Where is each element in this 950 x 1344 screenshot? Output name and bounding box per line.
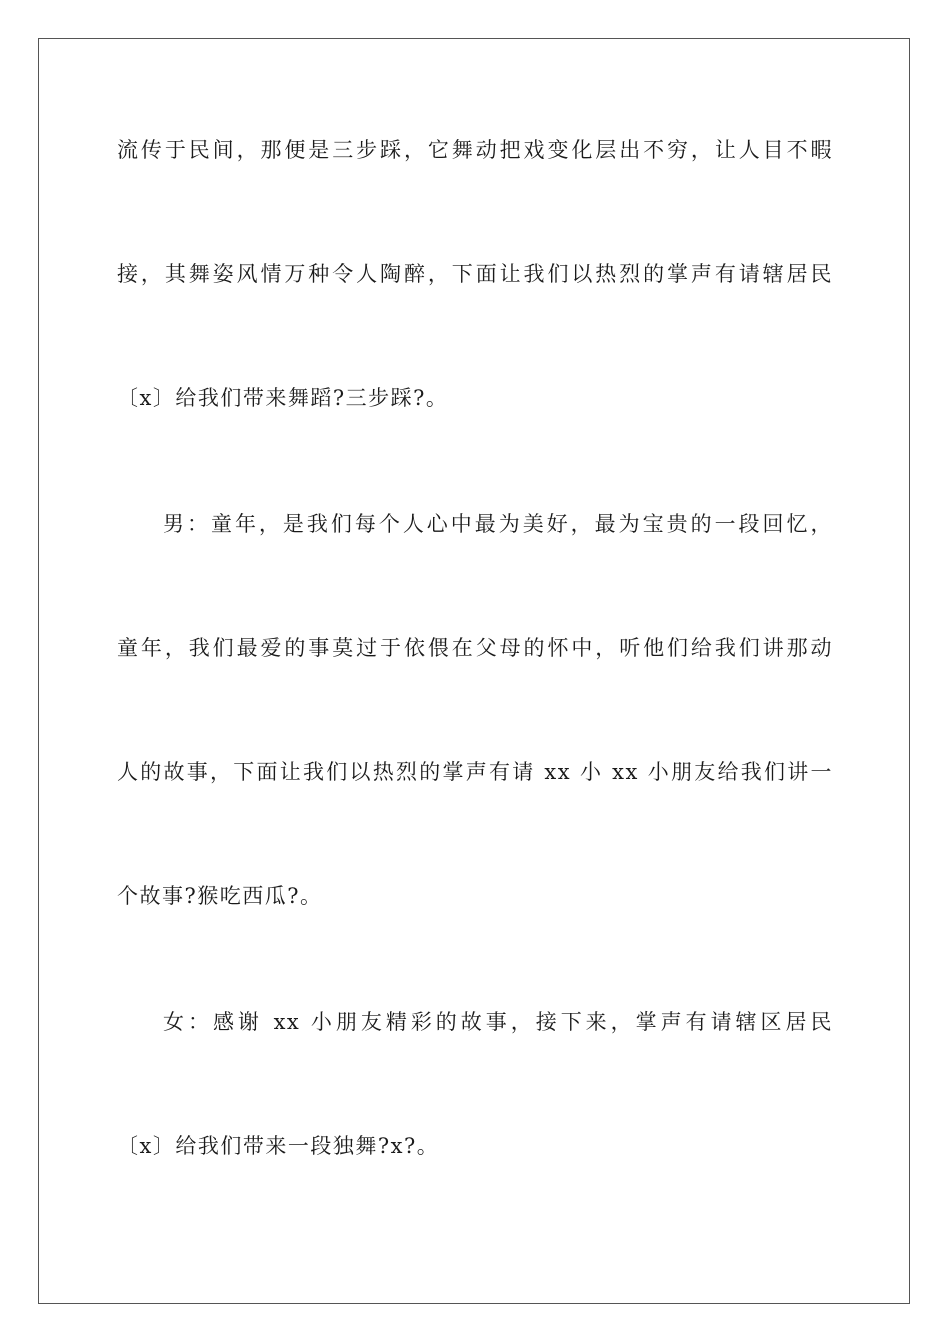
paragraph-line: 童年，我们最爱的事莫过于依偎在父母的怀中，听他们给我们讲那动 <box>117 636 833 660</box>
paragraph-line: 女：感谢 xx 小朋友精彩的故事，接下来，掌声有请辖区居民 <box>163 1010 833 1034</box>
paragraph-line: 人的故事，下面让我们以热烈的掌声有请 xx 小 xx 小朋友给我们讲一 <box>117 760 833 784</box>
page-border <box>38 38 910 1304</box>
paragraph-line: 接，其舞姿风情万种令人陶醉，下面让我们以热烈的掌声有请辖居民 <box>117 262 833 286</box>
paragraph-line: 个故事?猴吃西瓜?。 <box>117 884 323 908</box>
paragraph-line: 〔x〕给我们带来舞蹈?三步踩?。 <box>117 386 449 410</box>
paragraph-line: 男：童年，是我们每个人心中最为美好，最为宝贵的一段回忆， <box>163 512 833 536</box>
paragraph-line: 〔x〕给我们带来一段独舞?x?。 <box>117 1134 440 1158</box>
paragraph-line: 流传于民间，那便是三步踩，它舞动把戏变化层出不穷，让人目不暇 <box>117 138 833 162</box>
